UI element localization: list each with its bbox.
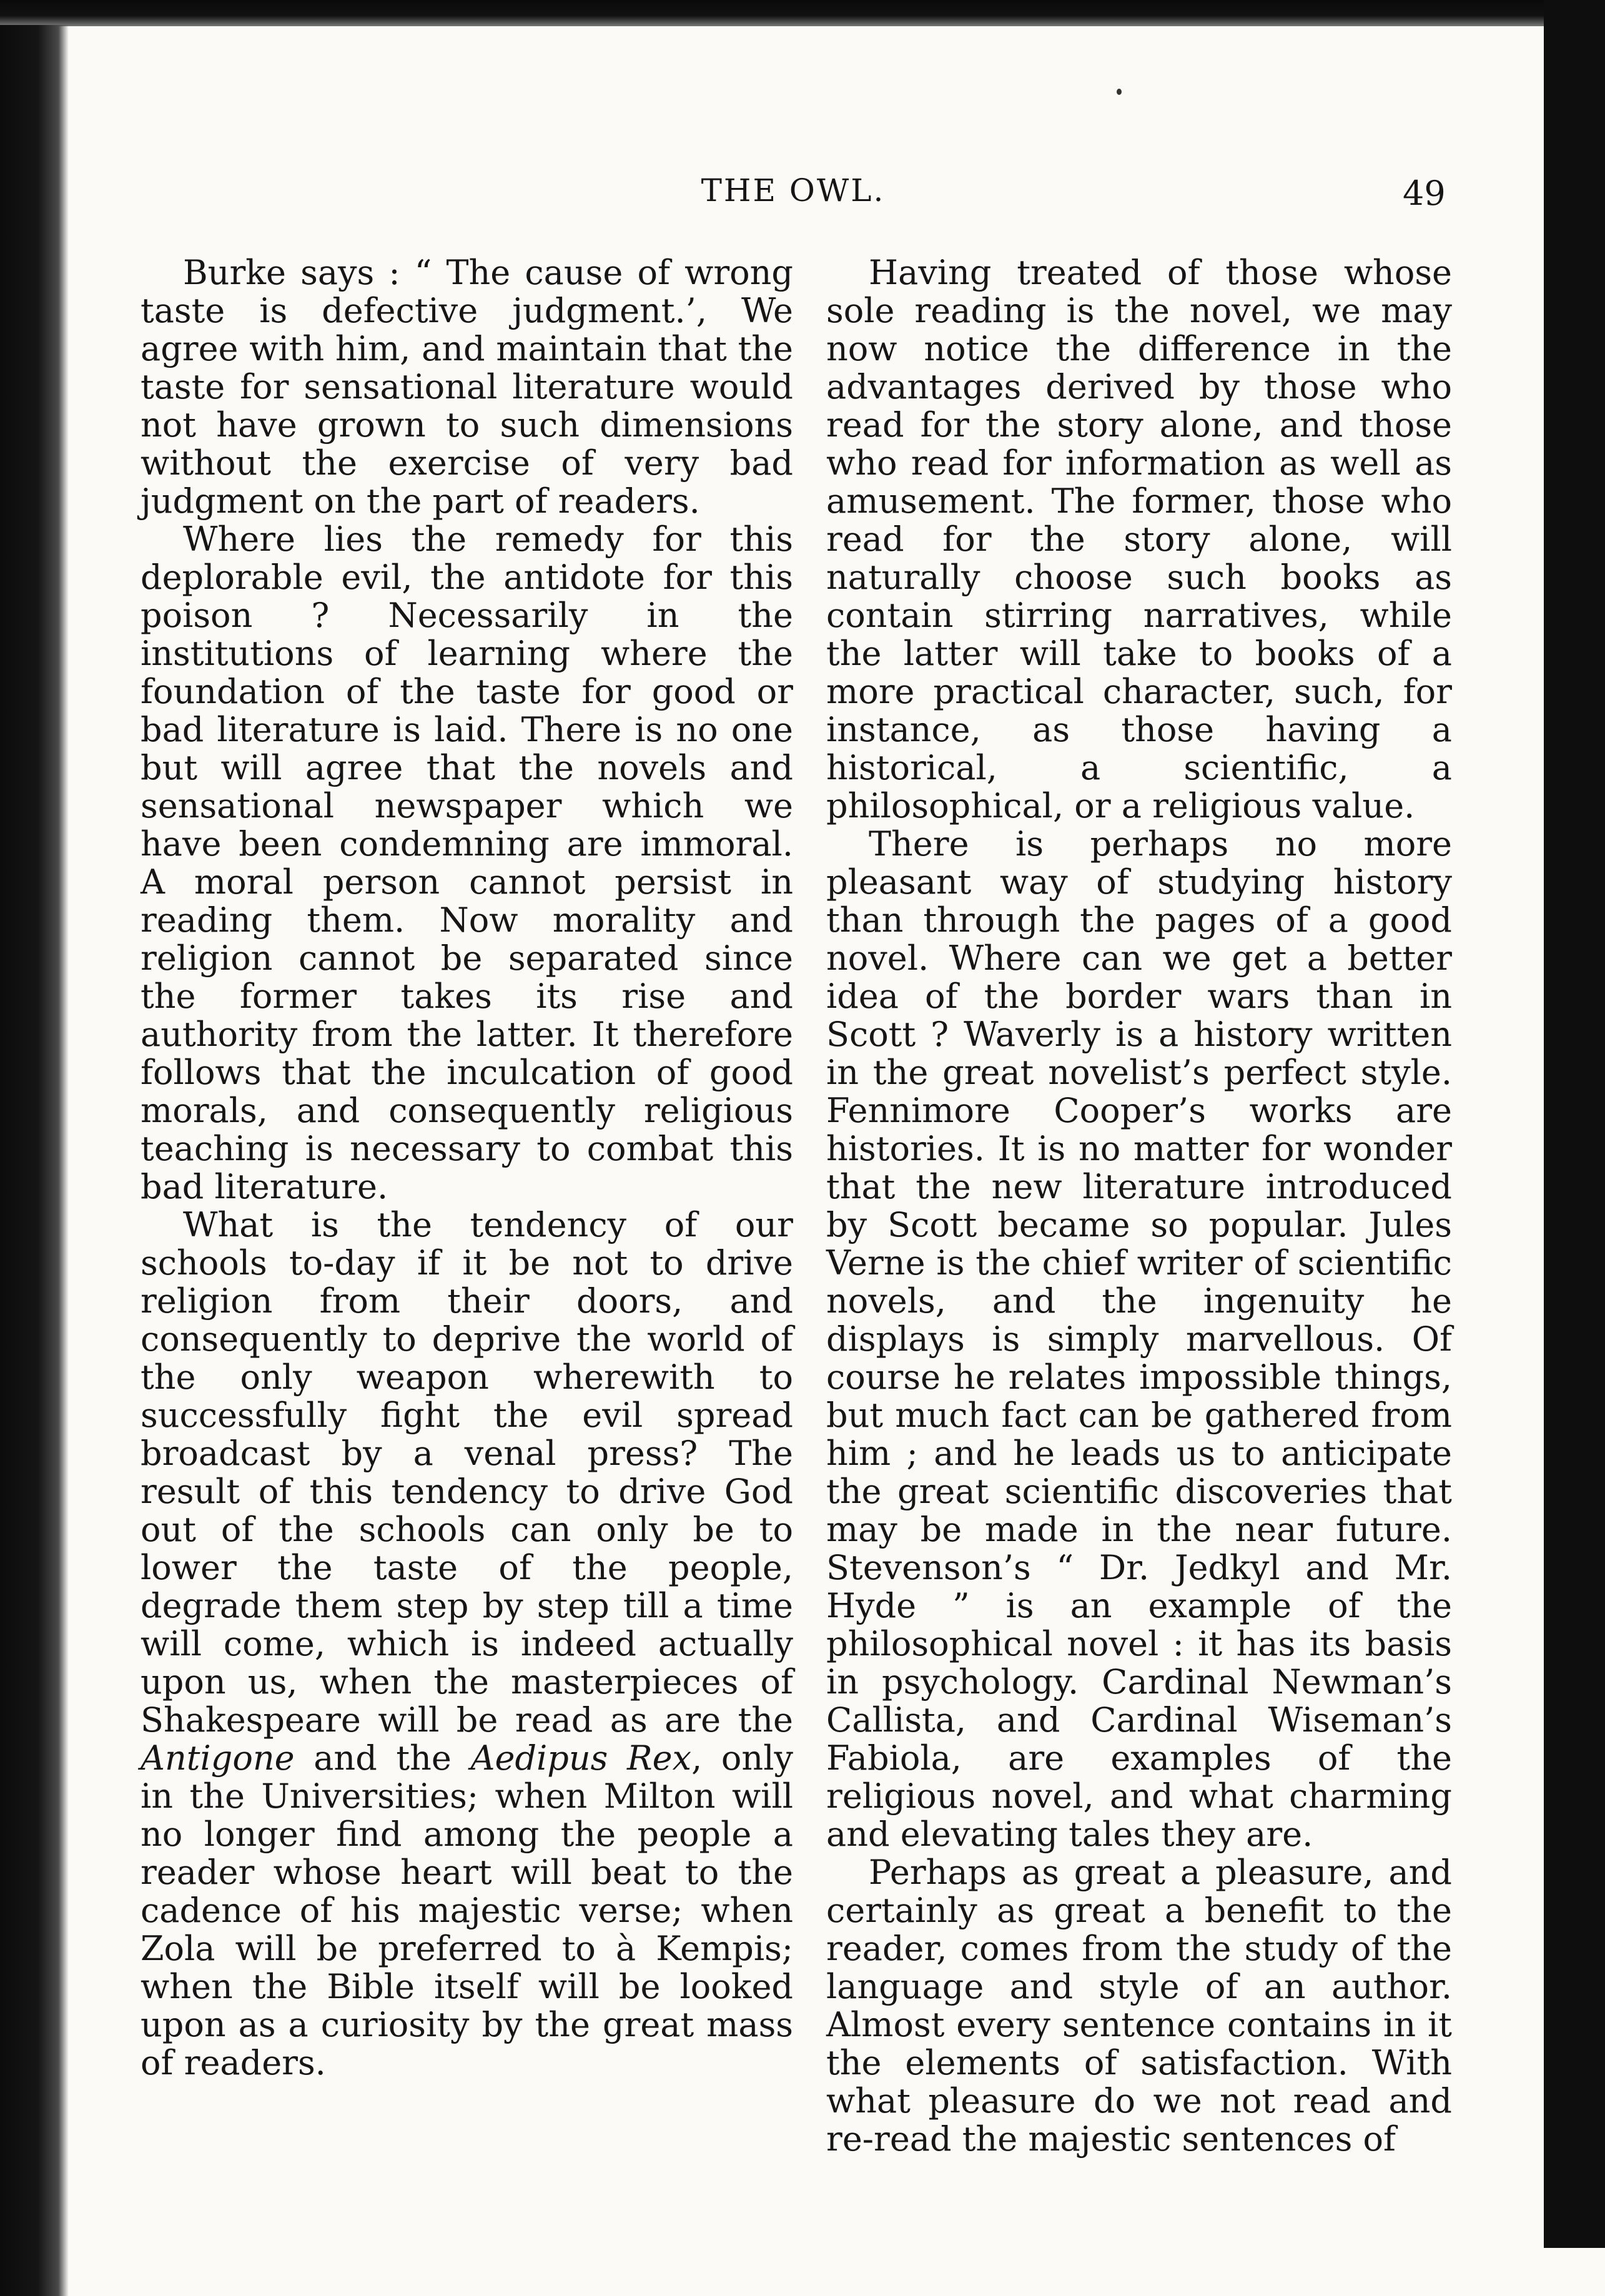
right-paragraph-3: Perhaps as great a pleasure, and certainly as great a benefit to the reader, comes from the study of the language and style of an author. Almost every sentence contains in it the elements of satisfaction. With what pleasure do we not read and re-read the majestic sentences of: [826, 1853, 1452, 2159]
left-paragraph-3-text-b: and the: [294, 1738, 471, 1778]
title-aedipus-rex: Aedipus Rex: [470, 1738, 692, 1778]
scan-right-edge: [1544, 0, 1605, 2248]
left-column: [141, 254, 793, 2082]
right-paragraph-2: There is perhaps no more pleasant way of studying history than through the pages of a good novel. Where can we get a better idea of the border wars than in Scott ? Waverly is a history written in the great novelist’s perfect style. Fennimore Cooper’s works are histories. It is no matter for wonder that the new literature introduced by Scott became so popular. Jules Verne is the chief writer of scientific novels, and the ingenuity he displays is simply marvellous. Of course he relates impossible things, but much fact can be gathered from him ; and he leads us to anticipate the great scientific discoveries that may be made in the near future. Stevenson’s “ Dr. Jedkyl and Mr. Hyde ” is an example of the philosophical novel : it has its basis in psychology. Cardinal Newman’s Callista, and Cardinal Wiseman’s Fabiola, are examples of the religious novel, and what charming and elevating tales they are.: [826, 824, 1452, 1854]
left-paragraph-3-text-c: , only in the Universities; when Milton will no longer find among the people a reader whose heart will beat to the cadence of his majestic verse; when Zola will be preferred to à Kempis; when the Bible itself will be looked upon as a curiosity by the great mass of readers.: [141, 1738, 793, 2082]
scan-top-edge: [0, 0, 1605, 26]
left-paragraph-1: Burke says : “ The cause of wrong taste is defective judgment.’, We agree with him, and maintain that the taste for sensational literature would not have grown to such dimensions without the exercise of very bad judgment on the part of readers.: [141, 253, 793, 521]
running-head: THE OWL.: [701, 172, 886, 209]
left-paragraph-3: [141, 1206, 793, 2082]
left-paragraph-3-text-a: What is the tendency of our schools to-day if it be not to drive religion from their doors, and consequently to deprive the world of the only weapon wherewith to successfully fight the evil spread broadcast by a venal press? The result of this tendency to drive God out of the schools can only be to lower the taste of the people, degrade them step by step till a time will come, which is indeed actually upon us, when the masterpieces of Shakespeare will be read as are the: [141, 1205, 793, 1740]
scan-speck: [1117, 89, 1122, 95]
right-paragraph-1: Having treated of those whose sole reading is the novel, we may now notice the difference in the advantages derived by those who read for the story alone, and those who read for information as well as amusement. The former, those who read for the story alone, will naturally choose such books as contain stirring narratives, while the latter will take to books of a more practical character, such, for instance, as those having a historical, a scientific, a philosophical, or a religious value.: [826, 253, 1452, 825]
scan-left-edge: [0, 25, 69, 2296]
title-antigone: Antigone: [141, 1738, 295, 1778]
right-column: [826, 254, 1452, 2158]
page-number: 49: [1403, 174, 1446, 213]
left-paragraph-2: Where lies the remedy for this deplorable evil, the antidote for this poison ? Necessarily in the institutions of learning where the foundation of the taste for good or bad literature is laid. There is no one but will agree that the novels and sensational newspaper which we have been condemning are immoral. A moral person cannot persist in reading them. Now morality and religion cannot be separated since the former takes its rise and authority from the latter. It therefore follows that the inculcation of good morals, and consequently religious teaching is necessary to combat this bad literature.: [141, 520, 793, 1206]
